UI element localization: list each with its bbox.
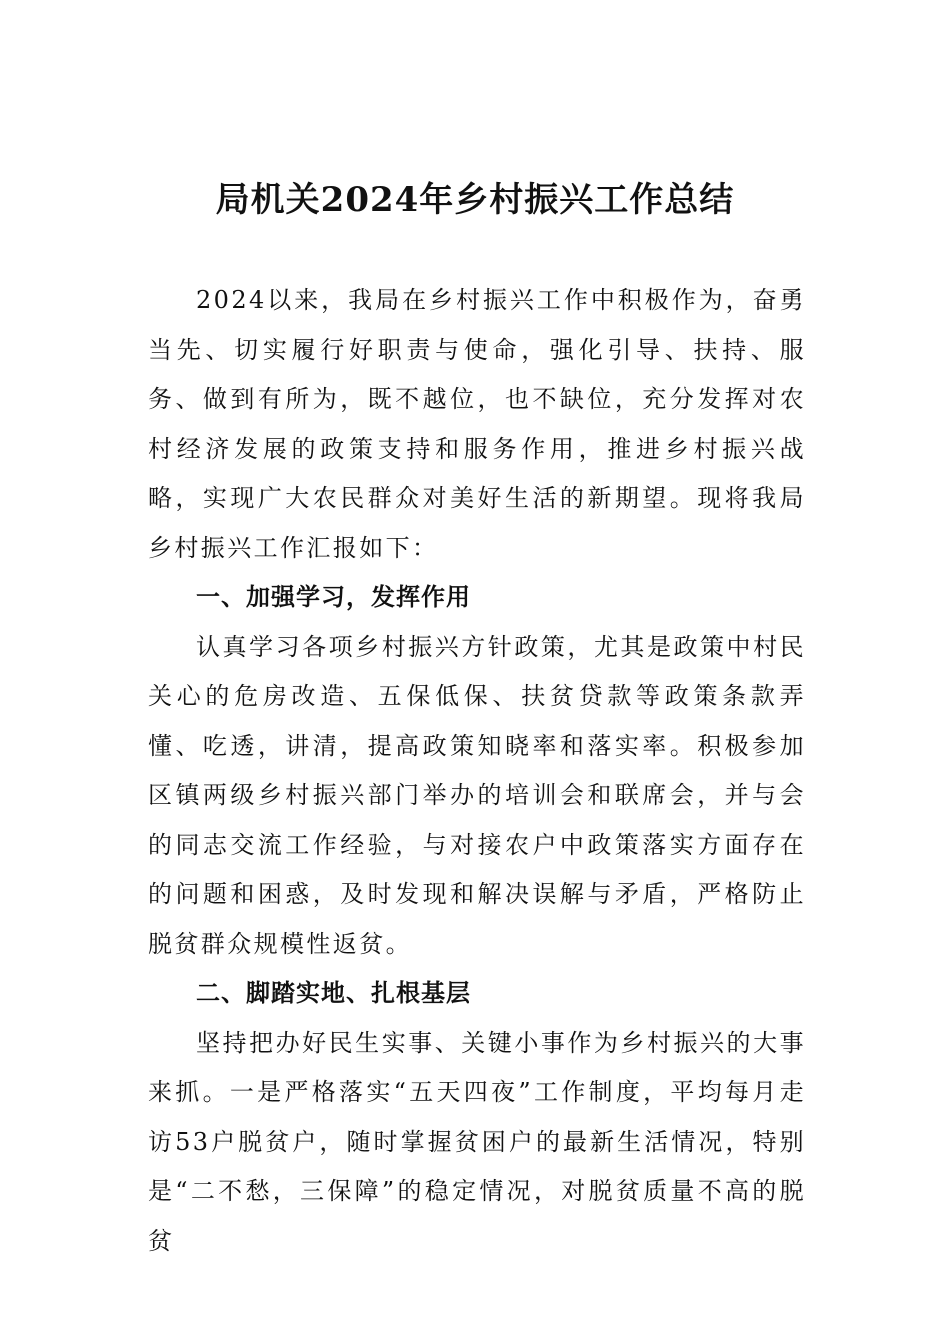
section-2-heading: 二、脚踏实地、扎根基层: [196, 979, 471, 1007]
intro-paragraph: 2024以来，我局在乡村振兴工作中积极作为，奋勇当先、切实履行好职责与使命，强化引导、扶持、服务、做到有所为，既不越位，也不缺位，充分发挥对农村经济发展的政策支持和服务作用，推进乡村振兴战略，实现广大农民群众对美好生活的新期望。现将我局乡村振兴工作汇报如下：: [148, 286, 806, 562]
document-title: 局机关2024年乡村振兴工作总结: [215, 180, 735, 220]
section-1-heading: 一、加强学习，发挥作用: [196, 583, 471, 611]
document-body: [148, 276, 806, 1266]
section-1-paragraph: 认真学习各项乡村振兴方针政策，尤其是政策中村民关心的危房改造、五保低保、扶贫贷款等政策条款弄懂、吃透，讲清，提高政策知晓率和落实率。积极参加区镇两级乡村振兴部门举办的培训会和联席会，并与会的同志交流工作经验，与对接农户中政策落实方面存在的问题和困惑，及时发现和解决误解与矛盾，严格防止脱贫群众规模性返贫。: [148, 632, 806, 958]
section-2-paragraph: 坚持把办好民生实事、关键小事作为乡村振兴的大事来抓。一是严格落实“五天四夜”工作制度，平均每月走访53户脱贫户，随时掌握贫困户的最新生活情况，特别是“二不愁，三保障”的稳定情况，对脱贫质量不高的脱贫: [148, 1028, 806, 1255]
